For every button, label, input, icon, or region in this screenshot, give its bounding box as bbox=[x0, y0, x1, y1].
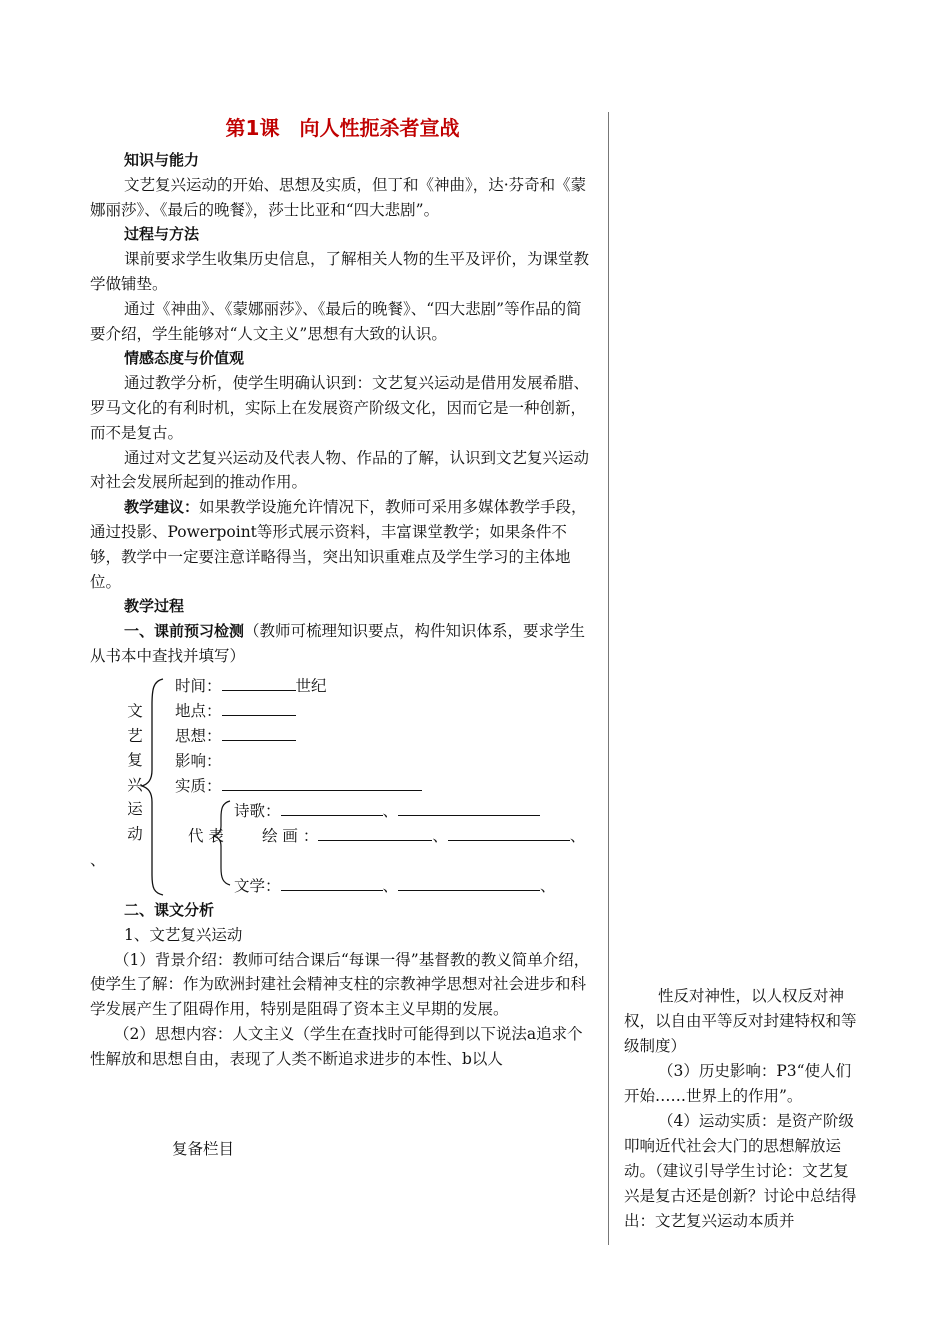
time-label: 时间： bbox=[175, 677, 222, 695]
heading-process: 过程与方法 bbox=[124, 225, 200, 244]
painting-blank-2[interactable] bbox=[448, 826, 570, 841]
paragraph: 课前要求学生收集历史信息，了解相关人物的生平及评价，为课堂教学做铺垫。 bbox=[90, 250, 590, 293]
row-poetry bbox=[234, 799, 540, 821]
separator: 、 bbox=[382, 802, 399, 820]
paragraph-background: （1）背景介绍：教师可结合课后“每课一得”基督教的教义简单介绍，使学生了解：作为欧洲封建社会精神支柱的宗教神学思想对社会进步和科学发展产生了阻碍作用，特别是阻碍了资本主义早期的发展。 bbox=[90, 950, 590, 1019]
time-blank[interactable] bbox=[222, 676, 296, 691]
side-column bbox=[624, 984, 864, 1234]
analysis-section bbox=[90, 898, 595, 1072]
essence-blank[interactable] bbox=[222, 776, 422, 791]
vertical-char: 艺 bbox=[127, 726, 143, 745]
paragraph: 通过《神曲》、《蒙娜丽莎》、《最后的晚餐》、“四大悲剧”等作品的简要介绍，学生能够对“人文主义”思想有大致的认识。 bbox=[90, 299, 582, 343]
impact-label: 影响： bbox=[175, 752, 222, 770]
paragraph: 文艺复兴运动的开始、思想及实质，但丁和《神曲》，达·芬奇和《蒙娜丽莎》、《最后的晚餐》，莎士比亚和“四大悲剧”。 bbox=[90, 175, 587, 219]
big-brace bbox=[142, 679, 163, 895]
step-one-label: 一、课前预习检测 bbox=[124, 622, 245, 641]
row-thought bbox=[175, 724, 296, 746]
poetry-blank-1[interactable] bbox=[281, 801, 383, 816]
thought-blank[interactable] bbox=[222, 726, 296, 741]
separator: 、 bbox=[569, 827, 586, 845]
paragraph: 通过教学分析，使学生明确认识到：文艺复兴运动是借用发展希腊、罗马文化的有利时机，实际上在发展资产阶级文化，因而它是一种创新，而不是复古。 bbox=[90, 374, 590, 442]
side-paragraph: 性反对神性，以人权反对神权，以自由平等反对封建特权和等级制度） bbox=[624, 987, 857, 1055]
literature-blank-2[interactable] bbox=[398, 876, 540, 891]
paragraph-idea: （2）思想内容：人文主义（学生在查找时可能得到以下说法a追求个性解放和思想自由，表现了人类不断追求进步的本性、b以人 bbox=[90, 1024, 583, 1068]
thought-label: 思想： bbox=[175, 727, 222, 745]
row-essence bbox=[175, 774, 422, 796]
row-painting bbox=[262, 824, 585, 846]
vertical-char: 运 bbox=[127, 800, 143, 819]
subheading-renaissance: 1、文艺复兴运动 bbox=[124, 925, 243, 944]
separator: 、 bbox=[540, 877, 556, 895]
heading-knowledge: 知识与能力 bbox=[124, 151, 200, 169]
paragraph: 通过对文艺复兴运动及代表人物、作品的了解，认识到文艺复兴运动对社会发展所起到的推动作用。 bbox=[90, 448, 590, 492]
painting-blank-1[interactable] bbox=[318, 826, 432, 841]
literature-blank-1[interactable] bbox=[281, 876, 383, 891]
step-one-text: （教师可梳理知识要点，构件知识体系，要求学生从书本中查找并填写） bbox=[90, 622, 586, 665]
vertical-char: 动 bbox=[127, 824, 143, 843]
essence-label: 实质： bbox=[175, 777, 222, 795]
heading-values: 情感态度与价值观 bbox=[124, 349, 245, 368]
row-place bbox=[175, 699, 296, 721]
separator: 、 bbox=[382, 877, 399, 895]
heading-analysis: 二、课文分析 bbox=[124, 901, 215, 919]
place-label: 地点： bbox=[175, 702, 222, 720]
row-literature bbox=[234, 874, 556, 896]
vertical-char: 复 bbox=[127, 751, 143, 770]
poetry-label: 诗歌： bbox=[234, 802, 281, 820]
rep-label: 代 表 bbox=[188, 827, 224, 845]
vertical-char: 兴 bbox=[127, 775, 143, 794]
row-time bbox=[175, 674, 327, 696]
lesson-title: 第1课 向人性扼杀者宣战 bbox=[225, 116, 460, 140]
side-paragraph: （4）运动实质：是资产阶级叩响近代社会大门的思想解放运动。（建议引导学生讨论：文艺复兴是复古还是创新？讨论中总结得出：文艺复兴运动本质并 bbox=[624, 1112, 857, 1230]
place-blank[interactable] bbox=[222, 701, 296, 716]
vertical-char: 文 bbox=[127, 702, 143, 720]
separator: 、 bbox=[432, 827, 448, 845]
review-column-label: 复备栏目 bbox=[172, 1140, 235, 1158]
poetry-blank-2[interactable] bbox=[398, 801, 540, 816]
side-paragraph: （3）历史影响：P3“使人们开始……世界上的作用”。 bbox=[624, 1062, 852, 1105]
row-impact bbox=[175, 749, 222, 771]
wrapped-separator: 、 bbox=[90, 851, 106, 869]
time-suffix: 世纪 bbox=[295, 677, 327, 695]
literature-label: 文学： bbox=[234, 877, 281, 895]
suggestion-label: 教学建议： bbox=[124, 498, 200, 517]
painting-label: 绘 画 ： bbox=[262, 827, 319, 845]
heading-teaching-process: 教学过程 bbox=[124, 597, 185, 616]
suggestion-text: 如果教学设施允许情况下，教师可采用多媒体教学手段，通过投影、Powerpoint等形式展示资料，丰富课堂教学；如果条件不够，教学中一定要注意详略得当，突出知识重难点及学生学习的主体地位。 bbox=[90, 498, 587, 591]
column-divider bbox=[608, 112, 609, 1245]
